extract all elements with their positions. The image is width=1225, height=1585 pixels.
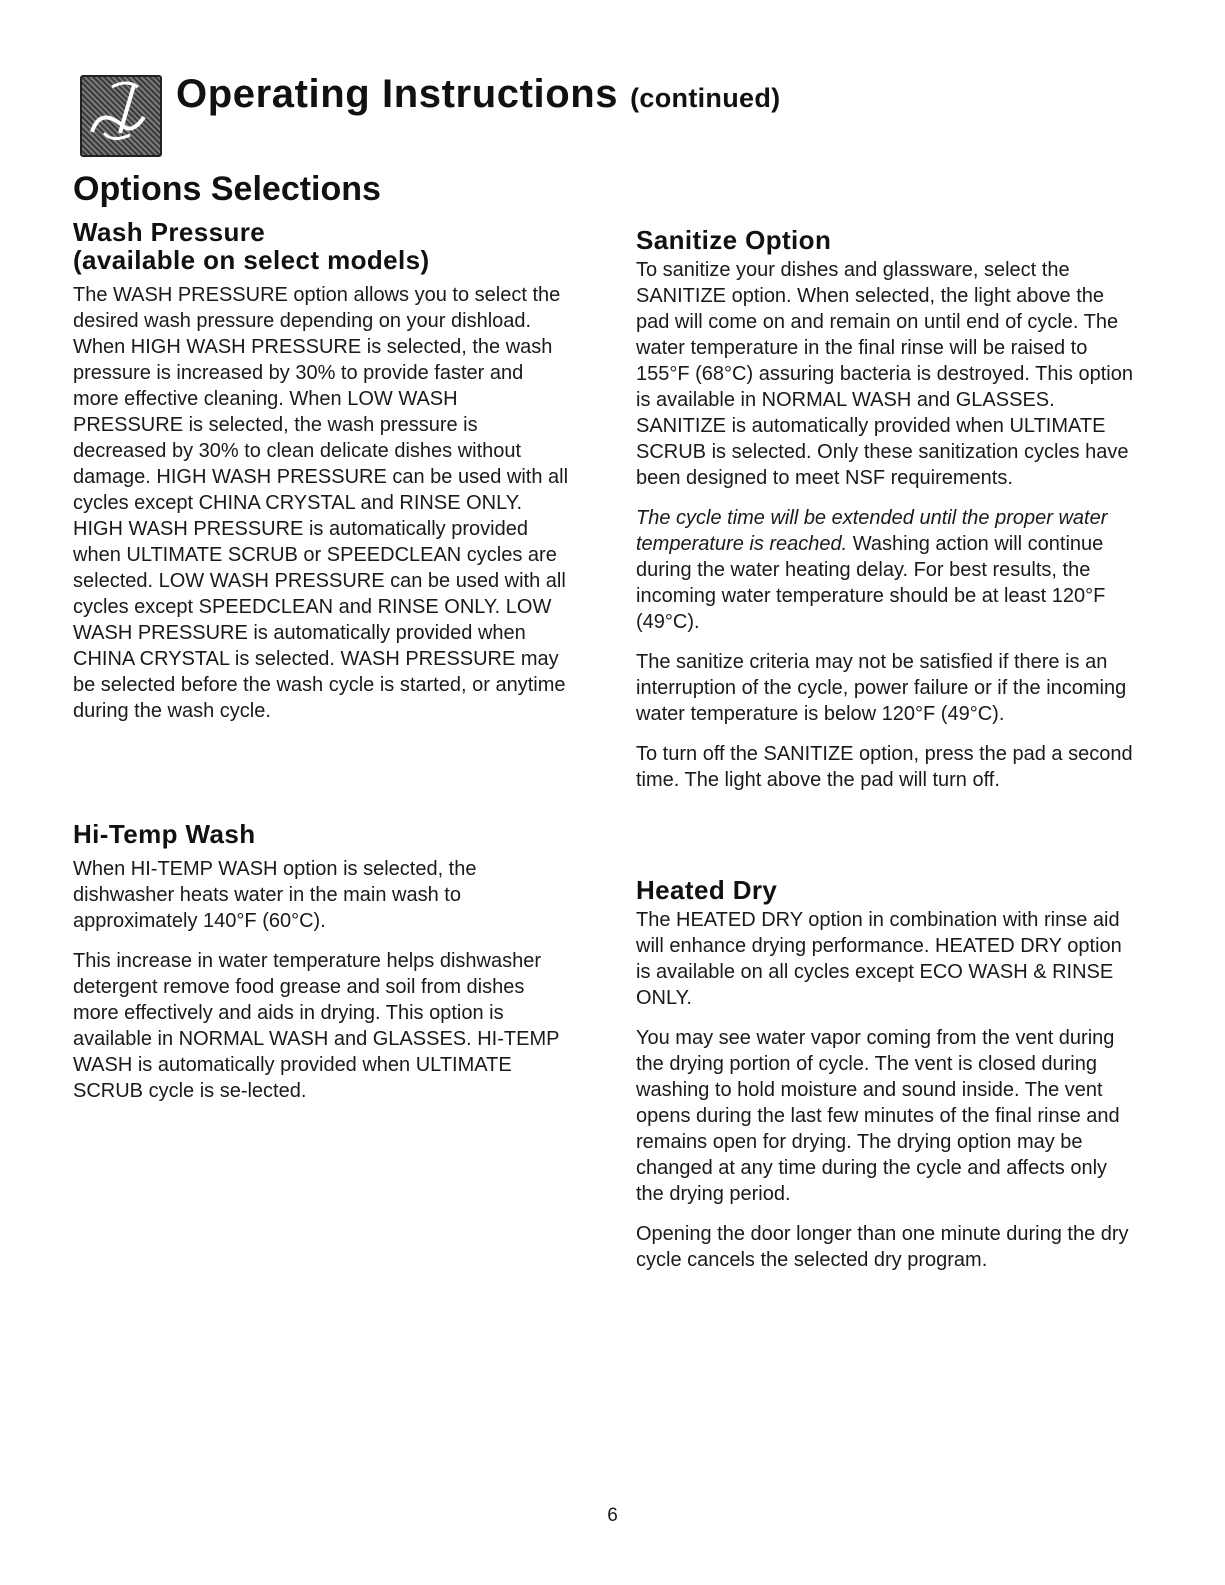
wash-pressure-subheading: (available on select models) bbox=[73, 245, 430, 275]
sanitize-section bbox=[636, 226, 1136, 793]
dishwasher-manual-icon bbox=[80, 75, 162, 157]
wash-pressure-heading: Wash Pressure bbox=[73, 217, 266, 247]
heated-dry-paragraph-1: The HEATED DRY option in combination with rinse aid will enhance drying performance. HEATED DRY option is available on all cycles except ECO WASH & RINSE ONLY. bbox=[636, 909, 1122, 1009]
wash-pressure-section bbox=[73, 218, 573, 724]
hi-temp-wash-section bbox=[73, 820, 573, 1104]
sanitize-italic-note: The cycle time will be extended until the proper water temperature is reached. bbox=[636, 507, 1108, 555]
wash-pressure-body: The WASH PRESSURE option allows you to select the desired wash pressure depending on your dishload. When HIGH WASH PRESSURE is selected, the wash pressure is increased by 30% to provide faster and more effective cleaning. When LOW WASH PRESSURE is selected, the wash pressure is decreased by 30% to clean delicate dishes without damage. HIGH WASH PRESSURE can be used with all cycles except CHINA CRYSTAL and RINSE ONLY. HIGH WASH PRESSURE is automatically provided when ULTIMATE SCRUB or SPEEDCLEAN cycles are selected. LOW WASH PRESSURE can be used with all cycles except SPEEDCLEAN and RINSE ONLY. LOW WASH PRESSURE is automatically provided when CHINA CRYSTAL is selected. WASH PRESSURE may be selected before the wash cycle is started, or anytime during the wash cycle. bbox=[73, 284, 569, 722]
sanitize-paragraph-2: The cycle time will be extended until the proper water temperature is reached. Washing action will continue during the water heating delay. For best results, the incoming water temperature should be at least 120°F (49°C). bbox=[636, 507, 1108, 633]
page-header bbox=[80, 70, 1080, 165]
sanitize-heading: Sanitize Option bbox=[636, 225, 832, 255]
sanitize-paragraph-3: The sanitize criteria may not be satisfied if there is an interruption of the cycle, power failure or if the incoming water temperature is below 120°F (49°C). bbox=[636, 651, 1127, 725]
heated-dry-heading: Heated Dry bbox=[636, 875, 778, 905]
sanitize-paragraph-1: To sanitize your dishes and glassware, select the SANITIZE option. When selected, the light above the pad will come on and remain on until end of cycle. The water temperature in the final rinse will be raised to 155°F (68°C) assuring bacteria is destroyed. This option is available in NORMAL WASH and GLASSES. SANITIZE is automatically provided when ULTIMATE SCRUB is selected. Only these sanitization cycles have been designed to meet NSF requirements. bbox=[636, 259, 1133, 489]
heated-dry-paragraph-2: You may see water vapor coming from the vent during the drying portion of cycle. The vent is closed during washing to hold moisture and sound inside. The vent opens during the last few minutes of the final rinse and remains open for drying. The drying option may be changed at any time during the cycle and affects only the drying period. bbox=[636, 1027, 1120, 1205]
heated-dry-section bbox=[636, 876, 1136, 1273]
page-title: Operating Instructions (continued) bbox=[176, 72, 781, 116]
continued-label: (continued) bbox=[630, 83, 781, 113]
hi-temp-wash-paragraph-2: This increase in water temperature helps dishwasher detergent remove food grease and soil from dishes more effectively and aids in drying. This option is available in NORMAL WASH and GLASSES. HI-TEMP WASH is automatically provided when ULTIMATE SCRUB cycle is se-lected. bbox=[73, 950, 560, 1102]
hi-temp-wash-heading: Hi-Temp Wash bbox=[73, 819, 256, 849]
section-title: Options Selections bbox=[73, 170, 381, 208]
page-number: 6 bbox=[607, 1505, 618, 1526]
heated-dry-paragraph-3: Opening the door longer than one minute during the dry cycle cancels the selected dry program. bbox=[636, 1223, 1129, 1271]
sanitize-paragraph-4: To turn off the SANITIZE option, press the pad a second time. The light above the pad will turn off. bbox=[636, 743, 1133, 791]
hi-temp-wash-paragraph-1: When HI-TEMP WASH option is selected, the dishwasher heats water in the main wash to approximately 140°F (60°C). bbox=[73, 858, 477, 932]
